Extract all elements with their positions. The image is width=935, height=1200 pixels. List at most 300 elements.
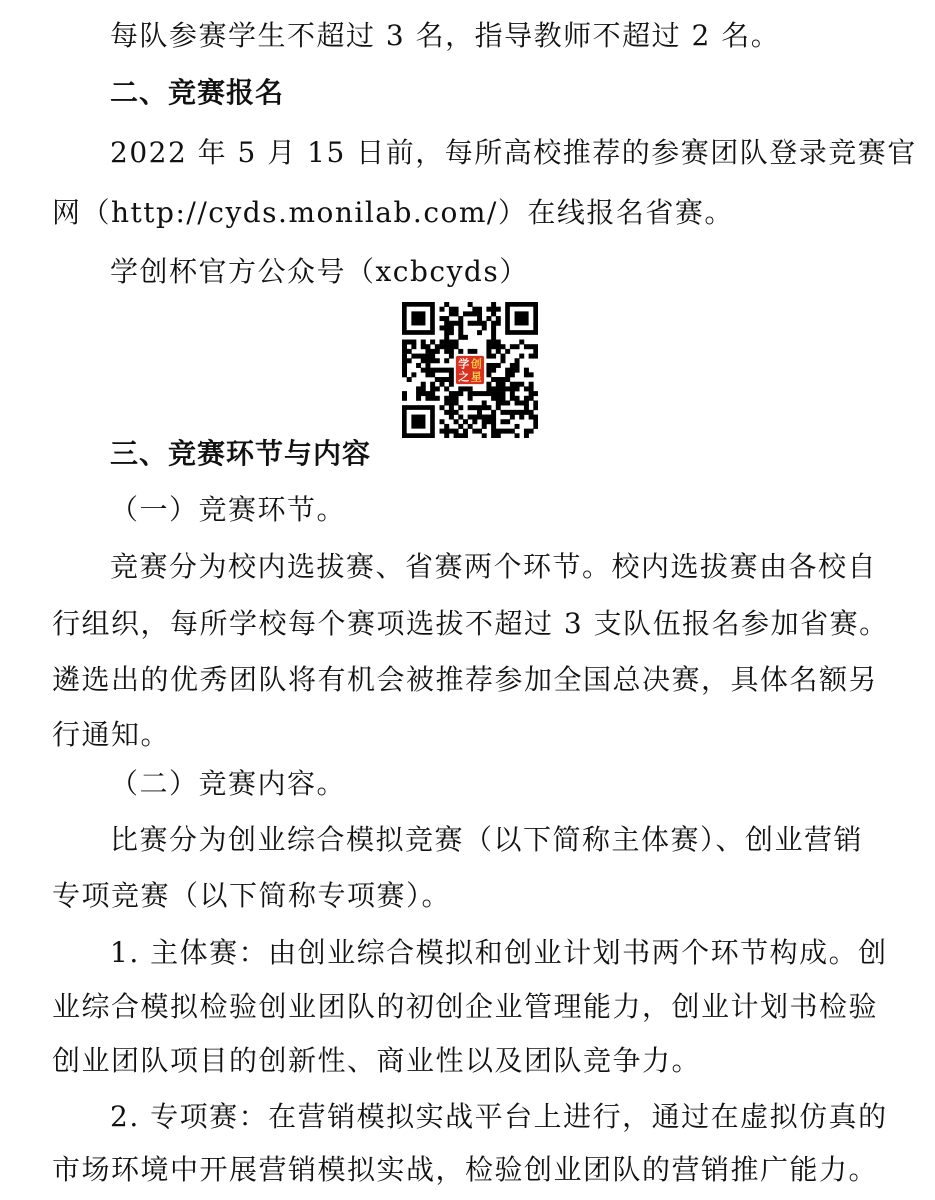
- qr-module: [529, 391, 534, 396]
- main-contest-text-line-2: 业综合模拟检验创业团队的初创企业管理能力，创业计划书检验: [52, 990, 879, 1023]
- qr-module: [491, 386, 496, 391]
- qr-module: [463, 386, 468, 391]
- qr-module: [496, 363, 501, 368]
- qr-module: [425, 396, 430, 401]
- qr-module: [524, 368, 529, 373]
- qr-module: [472, 415, 477, 420]
- qr-module: [430, 391, 435, 396]
- registration-text-line-1: 2022 年 5 月 15 日前，每所高校推荐的参赛团队登录竞赛官: [110, 136, 917, 169]
- qr-module: [458, 321, 463, 326]
- qr-module: [454, 410, 459, 415]
- qr-module: [524, 410, 529, 415]
- qr-module: [435, 344, 440, 349]
- qr-module: [515, 424, 520, 429]
- qr-module: [491, 354, 496, 359]
- qr-module: [463, 419, 468, 424]
- qr-module: [529, 344, 534, 349]
- qr-module: [510, 372, 515, 377]
- qr-module: [411, 354, 416, 359]
- qr-module: [449, 344, 454, 349]
- qr-module: [491, 302, 496, 307]
- qr-module: [491, 340, 496, 345]
- qr-module: [533, 391, 538, 396]
- qr-module: [444, 424, 449, 429]
- qr-module: [454, 419, 459, 424]
- qr-module: [491, 391, 496, 396]
- qr-module: [449, 354, 454, 359]
- qr-module: [510, 386, 515, 391]
- qr-module: [519, 382, 524, 387]
- qr-module: [449, 349, 454, 354]
- qr-module: [510, 363, 515, 368]
- qr-module: [440, 316, 445, 321]
- qr-module: [515, 410, 520, 415]
- qr-module: [449, 321, 454, 326]
- qr-module: [468, 321, 473, 326]
- qr-module: [496, 396, 501, 401]
- qr-module: [510, 429, 515, 434]
- qr-module: [491, 307, 496, 312]
- qr-module: [440, 405, 445, 410]
- qr-module: [510, 396, 515, 401]
- qr-module: [491, 330, 496, 335]
- qr-module: [515, 368, 520, 373]
- qr-module: [402, 354, 407, 359]
- qr-module: [468, 405, 473, 410]
- qr-module: [416, 391, 421, 396]
- qr-module: [500, 400, 505, 405]
- qr-module: [444, 429, 449, 434]
- qr-module: [477, 405, 482, 410]
- qr-module: [435, 349, 440, 354]
- qr-module: [468, 302, 473, 307]
- qr-module: [425, 391, 430, 396]
- qr-module: [477, 429, 482, 434]
- stages-text-line-2: 行组织，每所学校每个赛项选拔不超过 3 支队伍报名参加省赛。: [52, 607, 889, 640]
- qr-module: [515, 382, 520, 387]
- stages-text-line-4: 行通知。: [52, 718, 171, 751]
- qr-module: [533, 344, 538, 349]
- qr-module: [472, 311, 477, 316]
- qr-module: [449, 405, 454, 410]
- qr-module: [496, 321, 501, 326]
- qr-module: [458, 405, 463, 410]
- qr-module: [407, 349, 412, 354]
- qr-module: [505, 400, 510, 405]
- qr-module: [491, 321, 496, 326]
- qr-module: [454, 396, 459, 401]
- qr-module: [510, 415, 515, 420]
- qr-module: [430, 368, 435, 373]
- qr-module: [500, 382, 505, 387]
- qr-module: [533, 354, 538, 359]
- qr-module: [496, 340, 501, 345]
- qr-module: [430, 358, 435, 363]
- qr-module: [529, 382, 534, 387]
- qr-module: [533, 424, 538, 429]
- qr-module: [524, 405, 529, 410]
- qr-finder-inner: [411, 311, 425, 325]
- qr-module: [500, 396, 505, 401]
- qr-module: [430, 396, 435, 401]
- qr-module: [477, 321, 482, 326]
- qr-module: [444, 335, 449, 340]
- stages-text-line-1: 竞赛分为校内选拔赛、省赛两个环节。校内选拔赛由各校自: [110, 550, 878, 583]
- qr-module: [440, 429, 445, 434]
- qr-module: [411, 340, 416, 345]
- qr-module: [411, 344, 416, 349]
- qr-module: [449, 311, 454, 316]
- qr-module: [458, 391, 463, 396]
- qr-module: [421, 391, 426, 396]
- qr-module: [468, 349, 473, 354]
- qr-module: [477, 330, 482, 335]
- qr-module: [454, 391, 459, 396]
- qr-module: [524, 396, 529, 401]
- qr-module: [430, 340, 435, 345]
- special-contest-text-line-1: 2. 专项赛：在营销模拟实战平台上进行，通过在虚拟仿真的: [110, 1100, 888, 1133]
- qr-module: [435, 358, 440, 363]
- qr-module: [444, 325, 449, 330]
- qr-module: [421, 358, 426, 363]
- qr-module: [496, 377, 501, 382]
- qr-module: [440, 340, 445, 345]
- qr-module: [449, 372, 454, 377]
- qr-module: [411, 372, 416, 377]
- qr-module: [533, 419, 538, 424]
- qr-module: [482, 424, 487, 429]
- qr-finder-inner: [411, 415, 425, 429]
- team-limit-text: 每队参赛学生不超过 3 名，指导教师不超过 2 名。: [110, 19, 781, 52]
- qr-module: [440, 377, 445, 382]
- qr-logo-char: 之: [458, 370, 470, 384]
- qr-module: [458, 316, 463, 321]
- qr-module: [444, 349, 449, 354]
- qr-module: [500, 410, 505, 415]
- qr-module: [505, 372, 510, 377]
- content-subheading: （二）竞赛内容。: [110, 767, 347, 800]
- qr-module: [486, 372, 491, 377]
- qr-module: [491, 419, 496, 424]
- qr-module: [496, 391, 501, 396]
- qr-module: [472, 391, 477, 396]
- qr-module: [486, 307, 491, 312]
- qr-module: [458, 415, 463, 420]
- qr-module: [454, 340, 459, 345]
- qr-module: [454, 311, 459, 316]
- qr-module: [496, 386, 501, 391]
- qr-module: [444, 368, 449, 373]
- qr-module: [491, 335, 496, 340]
- qr-module: [491, 368, 496, 373]
- qr-module: [515, 363, 520, 368]
- qr-module: [491, 429, 496, 434]
- qr-module: [486, 363, 491, 368]
- qr-module: [444, 410, 449, 415]
- qr-module: [524, 386, 529, 391]
- qr-module: [449, 400, 454, 405]
- qr-module: [402, 363, 407, 368]
- qr-module: [533, 415, 538, 420]
- qr-module: [416, 354, 421, 359]
- qr-module: [533, 405, 538, 410]
- qr-code-image: [402, 302, 538, 438]
- qr-module: [421, 382, 426, 387]
- stages-content-heading: 三、竞赛环节与内容: [110, 437, 372, 470]
- qr-module: [421, 386, 426, 391]
- qr-module: [529, 396, 534, 401]
- qr-module: [463, 335, 468, 340]
- qr-module: [515, 396, 520, 401]
- qr-module: [430, 354, 435, 359]
- qr-module: [491, 325, 496, 330]
- qr-module: [454, 400, 459, 405]
- qr-module: [486, 391, 491, 396]
- wechat-account-text: 学创杯官方公众号（xcbcyds）: [110, 255, 529, 288]
- qr-module: [496, 429, 501, 434]
- qr-module: [505, 410, 510, 415]
- qr-module: [468, 396, 473, 401]
- qr-module: [402, 344, 407, 349]
- content-text-line-1: 比赛分为创业综合模拟竞赛（以下简称主体赛）、创业营销: [110, 823, 864, 856]
- qr-module: [477, 391, 482, 396]
- qr-module: [510, 382, 515, 387]
- qr-module: [496, 400, 501, 405]
- qr-module: [468, 391, 473, 396]
- qr-module: [519, 415, 524, 420]
- qr-module: [444, 316, 449, 321]
- qr-module: [500, 419, 505, 424]
- qr-module: [402, 396, 407, 401]
- qr-module: [425, 354, 430, 359]
- qr-module: [416, 396, 421, 401]
- qr-module: [472, 429, 477, 434]
- qr-module: [500, 358, 505, 363]
- qr-module: [486, 415, 491, 420]
- qr-module: [519, 354, 524, 359]
- qr-module: [482, 321, 487, 326]
- qr-module: [491, 410, 496, 415]
- qr-module: [491, 311, 496, 316]
- qr-module: [486, 382, 491, 387]
- qr-module: [486, 349, 491, 354]
- qr-module: [449, 391, 454, 396]
- qr-module: [533, 349, 538, 354]
- main-contest-text-line-3: 创业团队项目的创新性、商业性以及团队竞争力。: [52, 1044, 702, 1077]
- qr-module: [444, 386, 449, 391]
- qr-module: [482, 325, 487, 330]
- qr-module: [505, 386, 510, 391]
- special-contest-text-line-2: 市场环境中开展营销模拟实战，检验创业团队的营销推广能力。: [52, 1153, 879, 1186]
- qr-module: [533, 400, 538, 405]
- qr-module: [430, 386, 435, 391]
- qr-module: [435, 386, 440, 391]
- qr-module: [425, 344, 430, 349]
- qr-module: [482, 405, 487, 410]
- registration-text-line-2: 网（http://cyds.monilab.com/）在线报名省赛。: [52, 196, 734, 229]
- qr-module: [454, 307, 459, 312]
- qr-logo-char: 创: [470, 357, 482, 371]
- qr-module: [505, 368, 510, 373]
- qr-module: [510, 368, 515, 373]
- qr-module: [524, 372, 529, 377]
- qr-module: [430, 372, 435, 377]
- qr-module: [458, 325, 463, 330]
- qr-module: [425, 368, 430, 373]
- qr-module: [440, 368, 445, 373]
- qr-module: [454, 429, 459, 434]
- qr-module: [477, 311, 482, 316]
- qr-module: [529, 354, 534, 359]
- qr-module: [440, 419, 445, 424]
- qr-module: [421, 344, 426, 349]
- qr-module: [472, 419, 477, 424]
- qr-module: [486, 340, 491, 345]
- qr-module: [468, 424, 473, 429]
- qr-module: [449, 340, 454, 345]
- qr-module: [435, 396, 440, 401]
- qr-module: [402, 368, 407, 373]
- qr-module: [421, 368, 426, 373]
- qr-logo-char: 学: [458, 357, 470, 371]
- qr-module: [430, 349, 435, 354]
- qr-module: [472, 321, 477, 326]
- qr-module: [449, 396, 454, 401]
- registration-heading: 二、竞赛报名: [110, 76, 285, 109]
- qr-module: [440, 344, 445, 349]
- qr-module: [529, 386, 534, 391]
- qr-module: [458, 330, 463, 335]
- qr-module: [407, 358, 412, 363]
- main-contest-text-line-1: 1. 主体赛：由创业综合模拟和创业计划书两个环节构成。创: [110, 936, 888, 969]
- qr-module: [402, 349, 407, 354]
- qr-module: [500, 386, 505, 391]
- qr-module: [449, 325, 454, 330]
- qr-module: [486, 419, 491, 424]
- qr-module: [468, 415, 473, 420]
- qr-module: [444, 400, 449, 405]
- qr-module: [463, 311, 468, 316]
- qr-module: [491, 415, 496, 420]
- qr-module: [468, 311, 473, 316]
- qr-module: [449, 368, 454, 373]
- qr-module: [500, 391, 505, 396]
- qr-module: [458, 349, 463, 354]
- qr-module: [444, 377, 449, 382]
- qr-module: [529, 372, 534, 377]
- qr-module: [500, 377, 505, 382]
- qr-module: [519, 340, 524, 345]
- qr-module: [477, 410, 482, 415]
- qr-logo-char: 星: [470, 370, 482, 384]
- qr-module: [486, 405, 491, 410]
- qr-module: [491, 396, 496, 401]
- qr-module: [449, 307, 454, 312]
- qr-module: [472, 349, 477, 354]
- qr-module: [477, 307, 482, 312]
- qr-module: [425, 372, 430, 377]
- qr-module: [529, 415, 534, 420]
- qr-module: [515, 358, 520, 363]
- qr-module: [416, 363, 421, 368]
- qr-module: [444, 396, 449, 401]
- qr-module: [425, 363, 430, 368]
- qr-module: [524, 400, 529, 405]
- qr-module: [496, 349, 501, 354]
- content-text-line-2: 专项竞赛（以下简称专项赛）。: [52, 879, 452, 912]
- qr-module: [472, 405, 477, 410]
- qr-module: [449, 410, 454, 415]
- qr-module: [500, 344, 505, 349]
- qr-module: [407, 340, 412, 345]
- qr-module: [496, 344, 501, 349]
- qr-module: [444, 340, 449, 345]
- qr-module: [496, 316, 501, 321]
- qr-module: [440, 382, 445, 387]
- qr-module: [486, 368, 491, 373]
- qr-module: [449, 377, 454, 382]
- qr-module: [444, 302, 449, 307]
- qr-module: [402, 372, 407, 377]
- qr-module: [482, 415, 487, 420]
- qr-module: [519, 410, 524, 415]
- qr-module: [496, 405, 501, 410]
- qr-code-graphic: [402, 302, 538, 438]
- qr-module: [435, 368, 440, 373]
- qr-module: [402, 358, 407, 363]
- qr-module: [477, 316, 482, 321]
- qr-module: [491, 377, 496, 382]
- qr-module: [529, 429, 534, 434]
- qr-module: [444, 344, 449, 349]
- qr-module: [515, 344, 520, 349]
- qr-module: [505, 429, 510, 434]
- qr-module: [496, 382, 501, 387]
- qr-module: [515, 386, 520, 391]
- qr-module: [430, 382, 435, 387]
- stages-subheading: （一）竞赛环节。: [110, 493, 347, 526]
- qr-module: [444, 330, 449, 335]
- qr-module: [449, 429, 454, 434]
- qr-module: [402, 340, 407, 345]
- qr-module: [425, 349, 430, 354]
- qr-module: [440, 307, 445, 312]
- qr-module: [435, 377, 440, 382]
- qr-module: [458, 386, 463, 391]
- qr-module: [524, 344, 529, 349]
- qr-module: [421, 340, 426, 345]
- qr-module: [482, 400, 487, 405]
- qr-module: [496, 307, 501, 312]
- qr-module: [444, 321, 449, 326]
- qr-module: [482, 419, 487, 424]
- qr-module: [463, 429, 468, 434]
- qr-module: [505, 349, 510, 354]
- qr-module: [425, 358, 430, 363]
- qr-module: [449, 330, 454, 335]
- qr-module: [407, 377, 412, 382]
- qr-module: [421, 354, 426, 359]
- qr-module: [477, 415, 482, 420]
- qr-module: [510, 391, 515, 396]
- qr-finder-inner: [515, 311, 529, 325]
- qr-module: [440, 325, 445, 330]
- qr-module: [500, 429, 505, 434]
- qr-module: [472, 307, 477, 312]
- qr-module: [519, 400, 524, 405]
- qr-module: [458, 424, 463, 429]
- qr-module: [486, 316, 491, 321]
